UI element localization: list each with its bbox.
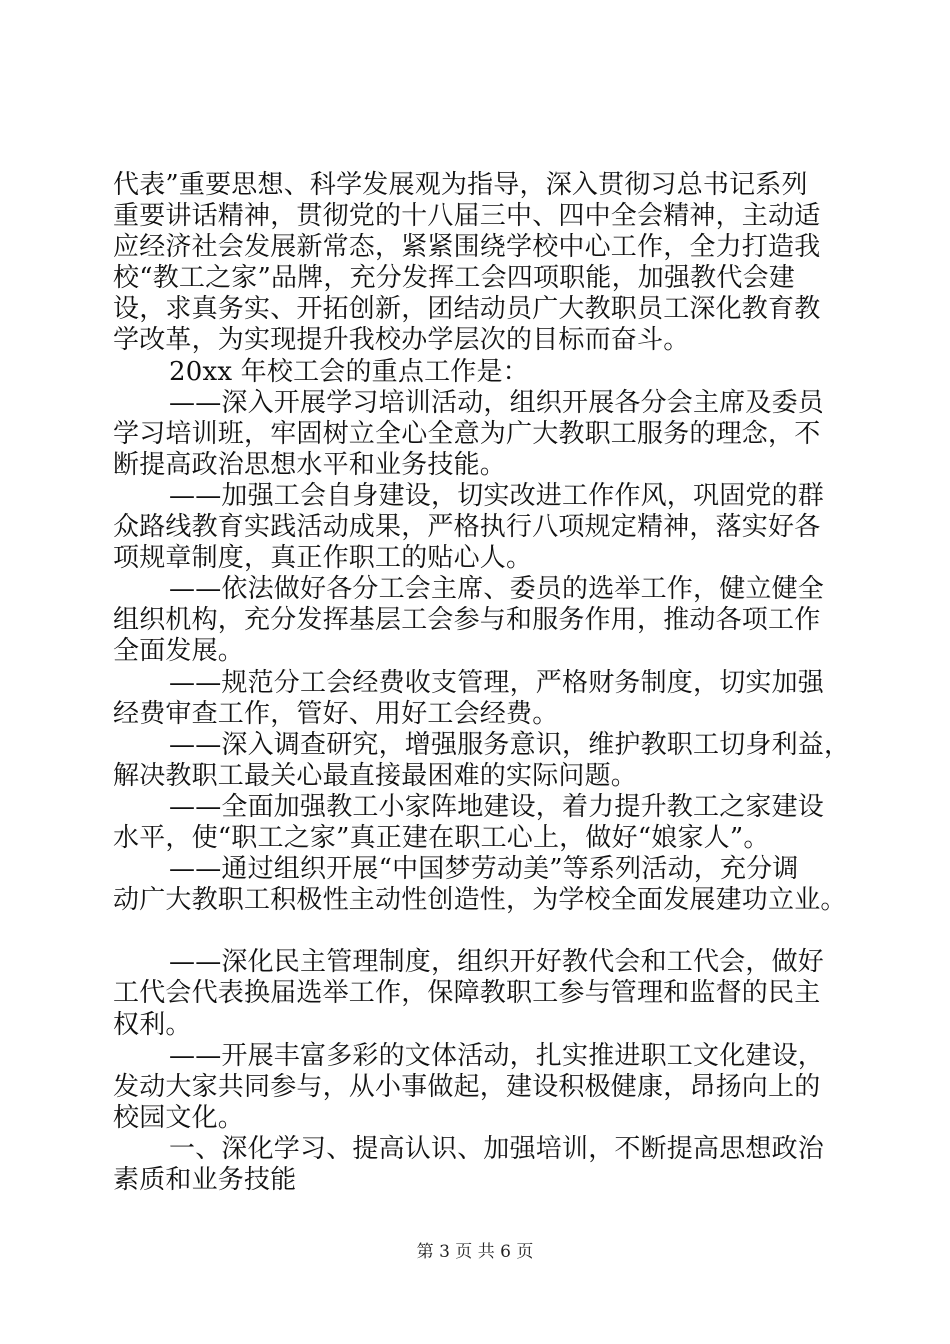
paragraph-start-line: ——依法做好各分工会主席、委员的选举工作，健立健全 (169, 574, 825, 605)
text-line: 应经济社会发展新常态，紧紧围绕学校中心工作，全力打造我 (113, 232, 821, 263)
paragraph-start-line: ——深入开展学习培训活动，组织开展各分会主席及委员 (169, 387, 825, 418)
paragraph-gap (113, 916, 853, 947)
text-line: 学习培训班，牢固树立全心全意为广大教职工服务的理念，不 (113, 418, 821, 449)
text-line: 学改革，为实现提升我校办学层次的目标而奋斗。 (113, 325, 690, 356)
text-line: 组织机构，充分发挥基层工会参与和服务作用，推动各项工作 (113, 605, 821, 636)
text-line: 发动大家共同参与，从小事做起，建设积极健康，昂扬向上的 (113, 1071, 821, 1102)
text-line: 校“教工之家”品牌，充分发挥工会四项职能，加强教代会建 (113, 263, 795, 294)
section-heading-line: 一、深化学习、提高认识、加强培训，不断提高思想政治 (169, 1133, 825, 1164)
text-line: 代表”重要思想、科学发展观为指导，深入贯彻习总书记系列 (113, 170, 808, 200)
paragraph-start-line: ——加强工会自身建设，切实改进工作作风，巩固党的群 (169, 480, 825, 511)
text-line: 断提高政治思想水平和业务技能。 (113, 449, 507, 480)
text-line: 经费审查工作，管好、用好工会经费。 (113, 698, 559, 729)
paragraph-start-line: ——规范分工会经费收支管理，严格财务制度，切实加强 (169, 667, 825, 698)
text-line: 动广大教职工积极性主动性创造性，为学校全面发展建功立业。 (113, 885, 847, 916)
paragraph-start-line: ——深化民主管理制度，组织开好教代会和工代会，做好 (169, 947, 825, 978)
text-line: 工代会代表换届选举工作，保障教职工参与管理和监督的民主 (113, 978, 821, 1009)
text-line: 校园文化。 (113, 1102, 245, 1133)
text-line: 重要讲话精神，贯彻党的十八届三中、四中全会精神，主动适 (113, 201, 821, 232)
paragraph-start-line: ——开展丰富多彩的文体活动，扎实推进职工文化建设， (169, 1040, 825, 1071)
section-heading-line: 素质和业务技能 (113, 1165, 297, 1195)
paragraph-start-line: ——全面加强教工小家阵地建设，着力提升教工之家建设 (169, 791, 825, 822)
section-intro-line: 20xx 年校工会的重点工作是： (169, 356, 529, 387)
text-line: 水平，使“职工之家”真正建在职工心上，做好“娘家人”。 (113, 822, 770, 853)
text-line: 权利。 (113, 1009, 192, 1040)
paragraph-start-line: ——深入调查研究，增强服务意识，维护教职工切身利益， (169, 729, 851, 760)
text-line: 全面发展。 (113, 636, 245, 667)
text-line: 设，求真务实、开拓创新，团结动员广大教职员工深化教育教 (113, 294, 821, 325)
text-line: 项规章制度，真正作职工的贴心人。 (113, 543, 533, 574)
document-body (113, 170, 853, 1196)
text-line: 解决教职工最关心最直接最困难的实际问题。 (113, 760, 638, 791)
paragraph-start-line: ——通过组织开展“中国梦劳动美”等系列活动，充分调 (169, 854, 799, 885)
page-footer: 第 3 页 共 6 页 (416, 1242, 534, 1262)
text-line: 众路线教育实践活动成果，严格执行八项规定精神，落实好各 (113, 512, 821, 543)
